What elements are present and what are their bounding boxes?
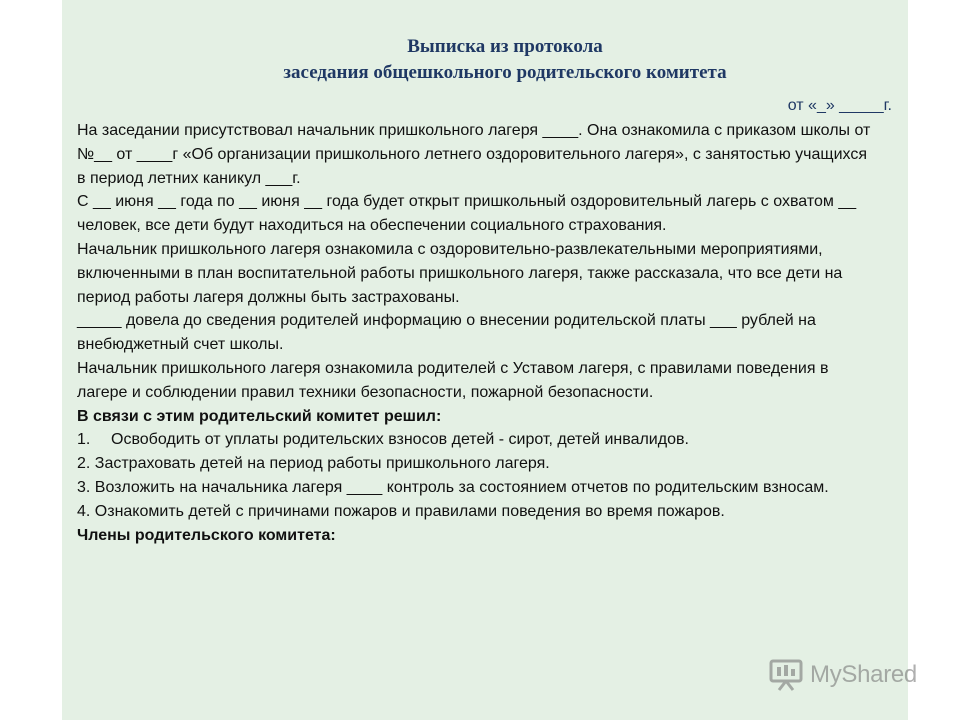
decision-item-1-number: 1.: [77, 431, 91, 449]
paragraph-activities: Начальник пришкольного лагеря ознакомила с оздоровительно-развлекательными мероприятиями, включенными в план воспитательной работы пришкольного лагеря, также рассказала, что все дети на период работы лагеря должны быть застрахованы.: [77, 240, 843, 306]
watermark-logo: [768, 658, 917, 692]
document-date: от «_» _____г.: [787, 97, 892, 114]
right-margin: [908, 0, 960, 720]
paragraph-charter: Начальник пришкольного лагеря ознакомила родителей с Уставом лагеря, с правилами поведения в лагере и соблюдении правил техники безопасности, пожарной безопасности.: [77, 359, 829, 401]
title-line-2: заседания общешкольного родительского комитета: [283, 62, 727, 83]
decision-item-1-text: Освободить от уплаты родительских взносов детей - сирот, детей инвалидов.: [111, 431, 689, 449]
paragraph-attendance: На заседании присутствовал начальник пришкольного лагеря ____. Она ознакомила с приказом школы от №__ от ____г «Об организации пришкольного летнего оздоровительного лагеря», с занятостью учащихся в период летних каникул ___г.: [77, 122, 871, 187]
document-body: [77, 119, 877, 547]
paragraph-payment: _____ довела до сведения родителей информацию о внесении родительской платы ___ рублей на внебюджетный счет школы.: [77, 312, 816, 354]
document-title: [180, 34, 830, 86]
decision-heading: В связи с этим родительский комитет решил:: [77, 407, 442, 425]
title-line-1: Выписка из протокола: [407, 36, 603, 57]
decision-item-4: 4. Ознакомить детей с причинами пожаров и правилами поведения во время пожаров.: [77, 502, 725, 520]
decision-item-3: 3. Возложить на начальника лагеря ____ контроль за состоянием отчетов по родительским взносам.: [77, 478, 829, 496]
decision-item-2: 2. Застраховать детей на период работы пришкольного лагеря.: [77, 455, 550, 473]
paragraph-camp-dates: С __ июня __ года по __ июня __ года будет открыт пришкольный оздоровительный лагерь с охватом __ человек, все дети будут находиться на обеспечении социального страхования.: [77, 193, 857, 235]
watermark-text: MyShared: [810, 661, 917, 688]
presentation-board-icon: [768, 659, 804, 691]
decision-item-1: [77, 428, 877, 452]
members-heading: Члены родительского комитета:: [77, 526, 336, 544]
